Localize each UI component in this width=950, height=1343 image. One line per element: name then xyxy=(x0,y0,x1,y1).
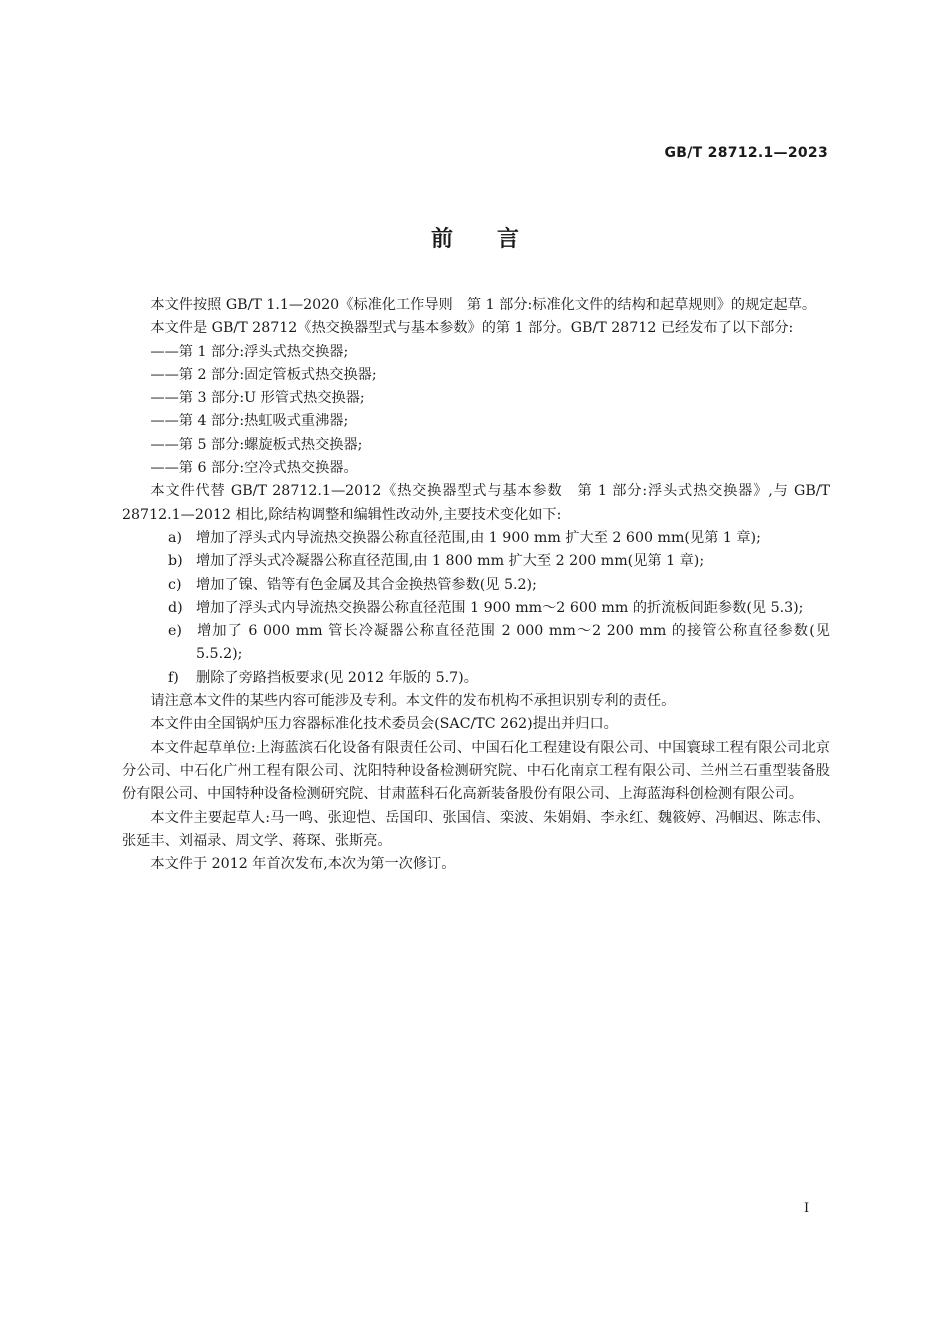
change-item-f xyxy=(150,667,830,690)
change-text: 增加了浮头式内导流热交换器公称直径范围 1 900 mm～2 600 mm 的折流板间距参数(见 5.3); xyxy=(196,599,804,616)
change-label: f) xyxy=(168,669,179,686)
list-item: ——第 1 部分:浮头式热交换器; xyxy=(150,343,349,360)
paragraph-history: 本文件于 2012 年首次发布,本次为第一次修订。 xyxy=(150,856,456,873)
change-item-a xyxy=(150,527,830,550)
change-item-c xyxy=(150,574,830,597)
change-label: a) xyxy=(168,529,182,546)
list-item: ——第 6 部分:空冷式热交换器。 xyxy=(150,460,358,477)
change-text: 增加了镍、锆等有色金属及其合金换热管参数(见 5.2); xyxy=(196,576,537,593)
change-text: 删除了旁路挡板要求(见 2012 年版的 5.7)。 xyxy=(196,669,478,686)
change-item-d xyxy=(150,597,830,620)
paragraph-drafters: 本文件主要起草人:马一鸣、张迎恺、岳国印、张国信、栾波、朱娟娟、李永红、魏筱婷、冯帼迟、陈志伟、张延丰、刘福录、周文学、蒋琛、张斯亮。 xyxy=(122,809,830,849)
change-label: c) xyxy=(168,576,182,593)
standard-number: GB/T 28712.1—2023 xyxy=(664,145,828,161)
document-body xyxy=(122,294,830,876)
list-item: ——第 3 部分:U 形管式热交换器; xyxy=(150,390,365,407)
list-item: ——第 4 部分:热虹吸式重沸器; xyxy=(150,413,349,430)
paragraph-drafting-units: 本文件起草单位:上海蓝滨石化设备有限责任公司、中国石化工程建设有限公司、中国寰球工程有限公司北京分公司、中石化广州工程有限公司、沈阳特种设备检测研究院、中石化南京工程有限公司、兰州兰石重型装备股份有限公司、中国特种设备检测研究院、甘肃蓝科石化高新装备股份有限公司、上海蓝海科创检测有限公司。 xyxy=(122,739,830,803)
change-item-e xyxy=(150,620,830,667)
list-item: ——第 5 部分:螺旋板式热交换器; xyxy=(150,436,363,453)
page-title: 前言 xyxy=(430,227,563,252)
change-label: e) xyxy=(168,623,182,640)
paragraph-proposer: 本文件由全国锅炉压力容器标准化技术委员会(SAC/TC 262)提出并归口。 xyxy=(150,716,618,733)
page-number: I xyxy=(804,1201,810,1216)
paragraph-drafting-basis: 本文件按照 GB/T 1.1—2020《标准化工作导则 第 1 部分:标准化文件的结构和起草规则》的规定起草。 xyxy=(150,297,817,313)
change-label: b) xyxy=(168,553,183,570)
change-text: 增加了浮头式内导流热交换器公称直径范围,由 1 900 mm 扩大至 2 600 mm(见第 1 章); xyxy=(196,529,761,546)
change-text: 增加了浮头式冷凝器公称直径范围,由 1 800 mm 扩大至 2 200 mm(见第 1 章); xyxy=(196,553,705,570)
paragraph-patent-notice: 请注意本文件的某些内容可能涉及专利。本文件的发布机构不承担识别专利的责任。 xyxy=(150,693,676,710)
change-label: d) xyxy=(168,599,183,616)
list-item: ——第 2 部分:固定管板式热交换器; xyxy=(150,366,377,383)
paragraph-series-intro: 本文件是 GB/T 28712《热交换器型式与基本参数》的第 1 部分。GB/T 28712 已经发布了以下部分: xyxy=(150,320,794,337)
change-text: 增加了 6 000 mm 管长冷凝器公称直径范围 2 000 mm～2 200 mm 的接管公称直径参数(见 5.5.2); xyxy=(196,623,830,663)
change-item-b xyxy=(150,550,830,573)
paragraph-replacement: 本文件代替 GB/T 28712.1—2012《热交换器型式与基本参数 第 1 部分:浮头式热交换器》,与 GB/T 28712.1—2012 相比,除结构调整和编辑性改动外,主要技术变化如下: xyxy=(122,483,830,523)
